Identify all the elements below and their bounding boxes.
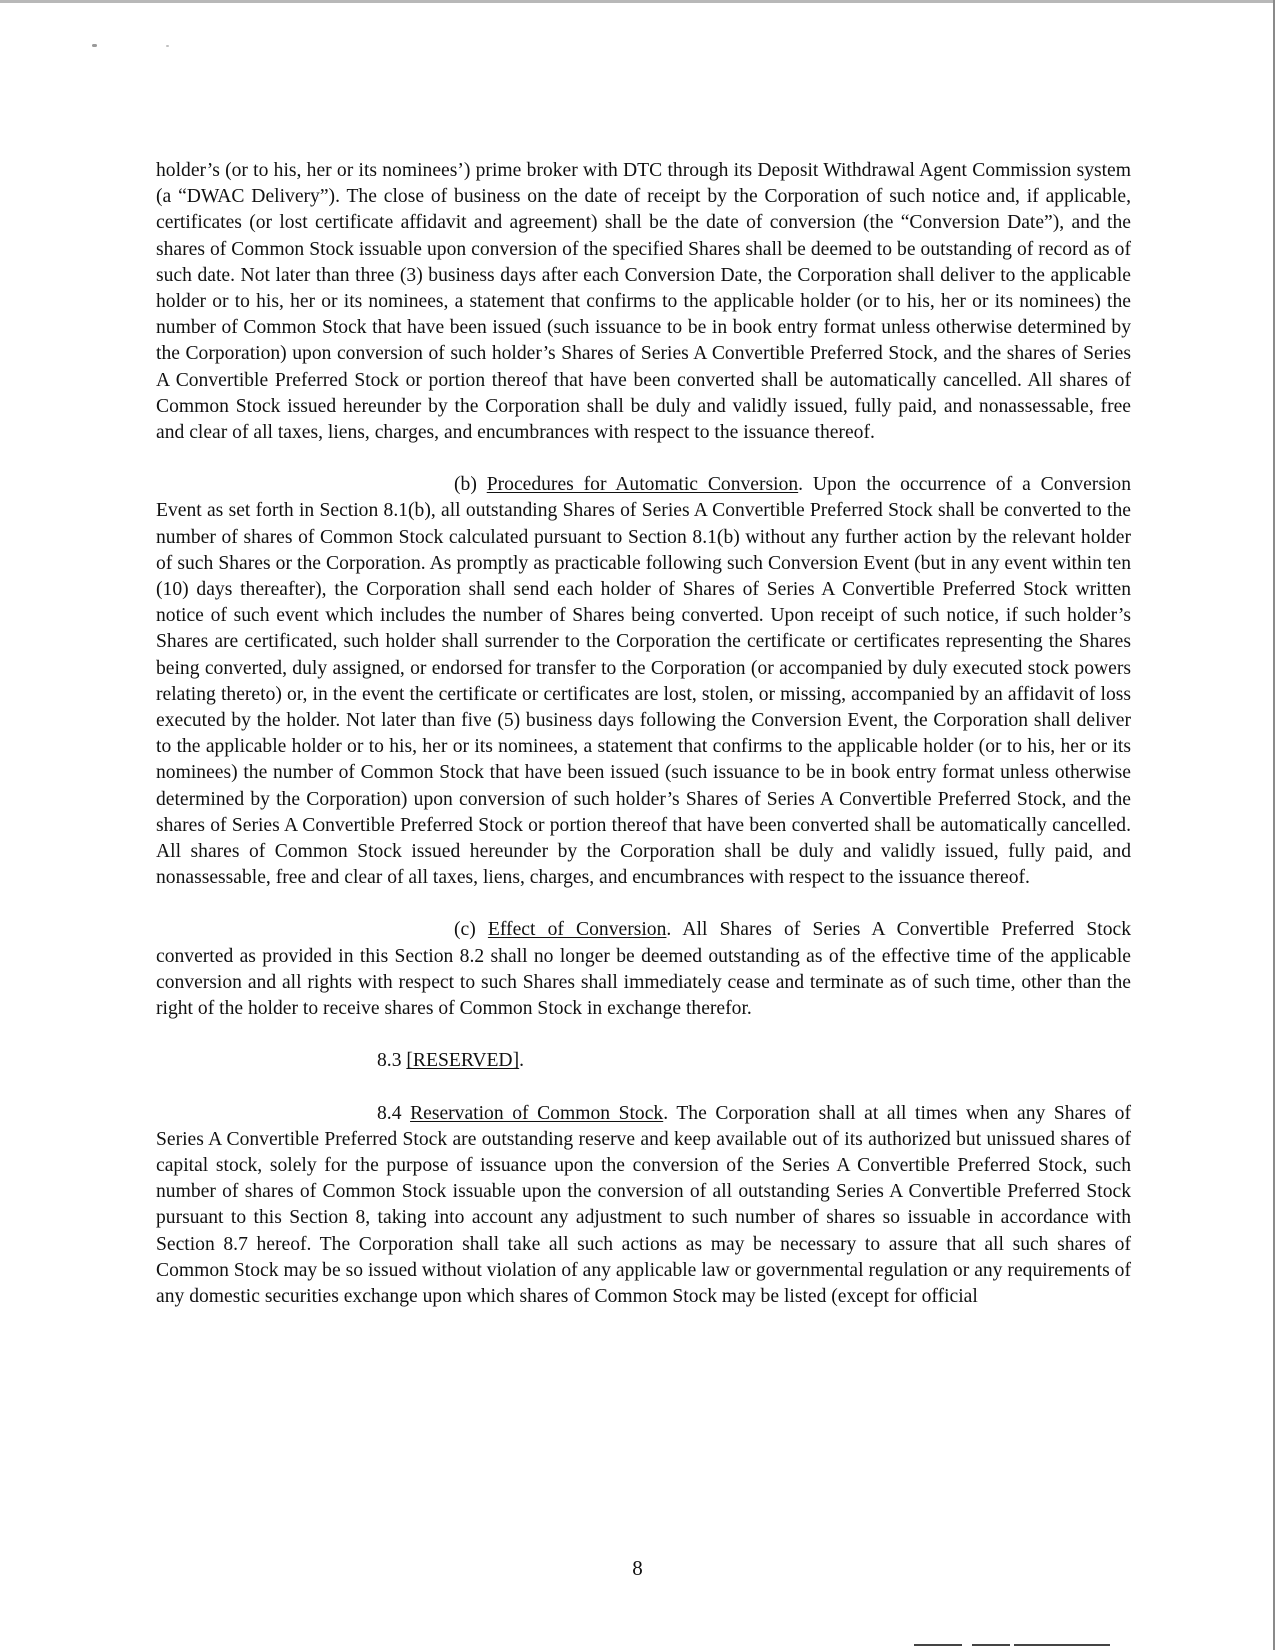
section-b-paragraph [156, 472, 1131, 891]
section-8-4-label: 8.4 [377, 1102, 411, 1124]
document-body [156, 158, 1131, 1310]
scan-top-edge [0, 0, 1275, 3]
section-8-3-heading: [RESERVED] [406, 1050, 520, 1072]
section-8-4-text: . The Corporation shall at all times when any Shares of Series A Convertible Preferred Stock are outstanding reserve and keep available out of its authorized but unissued shares of capital stock, solely for the purpose of issuance upon the conversion of the Series A Convertible Preferred Stock, such number of shares of Common Stock issuable upon the conversion of all outstanding Series A Convertible Preferred Stock pursuant to this Section 8, taking into account any adjustment to such number of shares so issuable in accordance with Section 8.7 hereof. The Corporation shall take all such actions as may be necessary to assure that all such shares of Common Stock may be so issued without violation of any applicable law or governmental regulation or any requirements of any domestic securities exchange upon which shares of Common Stock may be listed (except for official [156, 1102, 1132, 1307]
scan-bottom-mark [1014, 1644, 1110, 1646]
section-c-paragraph [156, 917, 1131, 1022]
section-b-text: . Upon the occurrence of a Conversion Event as set forth in Section 8.1(b), all outstanding Shares of Series A Convertible Preferred Stock shall be converted to the number of shares of Common Stock calculated pursuant to Section 8.1(b) without any further action by the relevant holder of such Shares or the Corporation. As promptly as practicable following such Conversion Event (but in any event within ten (10) days thereafter), the Corporation shall send each holder of Shares of Series A Convertible Preferred Stock written notice of such event which includes the number of Shares being converted. Upon receipt of such notice, if such holder’s Shares are certificated, such holder shall surrender to the Corporation the certificate or certificates representing the Shares being converted, duly assigned, or endorsed for transfer to the Corporation (or accompanied by duly executed stock powers relating thereto) or, in the event the certificate or certificates are lost, stolen, or missing, accompanied by an affidavit of loss executed by the holder. Not later than five (5) business days following the Conversion Event, the Corporation shall deliver to the applicable holder or to his, her or its nominees, a statement that confirms to the applicable holder (or to his, her or its nominees) the number of Common Stock that have been issued (such issuance to be in book entry format unless otherwise determined by the Corporation) upon conversion of such holder’s Shares of Series A Convertible Preferred Stock, and the shares of Series A Convertible Preferred Stock or portion thereof that have been converted shall be automatically cancelled. All shares of Common Stock issued hereunder by the Corporation shall be duly and validly issued, fully paid, and nonassessable, free and clear of all taxes, liens, charges, and encumbrances with respect to the issuance thereof. [156, 474, 1131, 889]
scan-bottom-mark [914, 1644, 962, 1646]
paragraph-continuation: holder’s (or to his, her or its nominees’) prime broker with DTC through its Deposit Withdrawal Agent Commission system (a “DWAC Delivery”). The close of business on the date of receipt by the Corporation of such notice and, if applicable, certificates (or lost certificate affidavit and agreement) shall be the date of conversion (the “Conversion Date”), and the shares of Common Stock issuable upon conversion of the specified Shares shall be deemed to be outstanding of record as of such date. Not later than three (3) business days after each Conversion Date, the Corporation shall deliver to the applicable holder or to his, her or its nominees, a statement that confirms to the applicable holder (or to his, her or its nominees) the number of Common Stock that have been issued (such issuance to be in book entry format unless otherwise determined by the Corporation) upon conversion of such holder’s Shares of Series A Convertible Preferred Stock, and the shares of Series A Convertible Preferred Stock or portion thereof that have been converted shall be automatically cancelled. All shares of Common Stock issued hereunder by the Corporation shall be duly and validly issued, fully paid, and nonassessable, free and clear of all taxes, liens, charges, and encumbrances with respect to the issuance thereof. [156, 160, 1131, 444]
section-8-3-paragraph [156, 1048, 1131, 1074]
section-8-3-label: 8.3 [377, 1050, 407, 1072]
section-c-label: (c) [454, 919, 488, 941]
scan-speck [92, 44, 97, 47]
section-c-text: . All Shares of Series A Convertible Preferred Stock converted as provided in this Section 8.2 shall no longer be deemed outstanding as of the effective time of the applicable conversion and all rights with respect to such Shares shall immediately cease and terminate as of such time, other than the right of the holder to receive shares of Common Stock in exchange therefor. [156, 919, 1131, 1020]
section-b-heading: Procedures for Automatic Conversion [486, 474, 799, 496]
section-8-4-paragraph [156, 1101, 1131, 1311]
section-8-3-text: . [519, 1050, 525, 1072]
section-c-heading: Effect of Conversion [487, 919, 667, 941]
section-8-4-heading: Reservation of Common Stock [410, 1102, 664, 1124]
page-number: 8 [632, 1556, 643, 1580]
scan-speck [166, 45, 169, 47]
scan-bottom-mark [972, 1644, 1010, 1646]
section-b-label: (b) [454, 474, 487, 496]
